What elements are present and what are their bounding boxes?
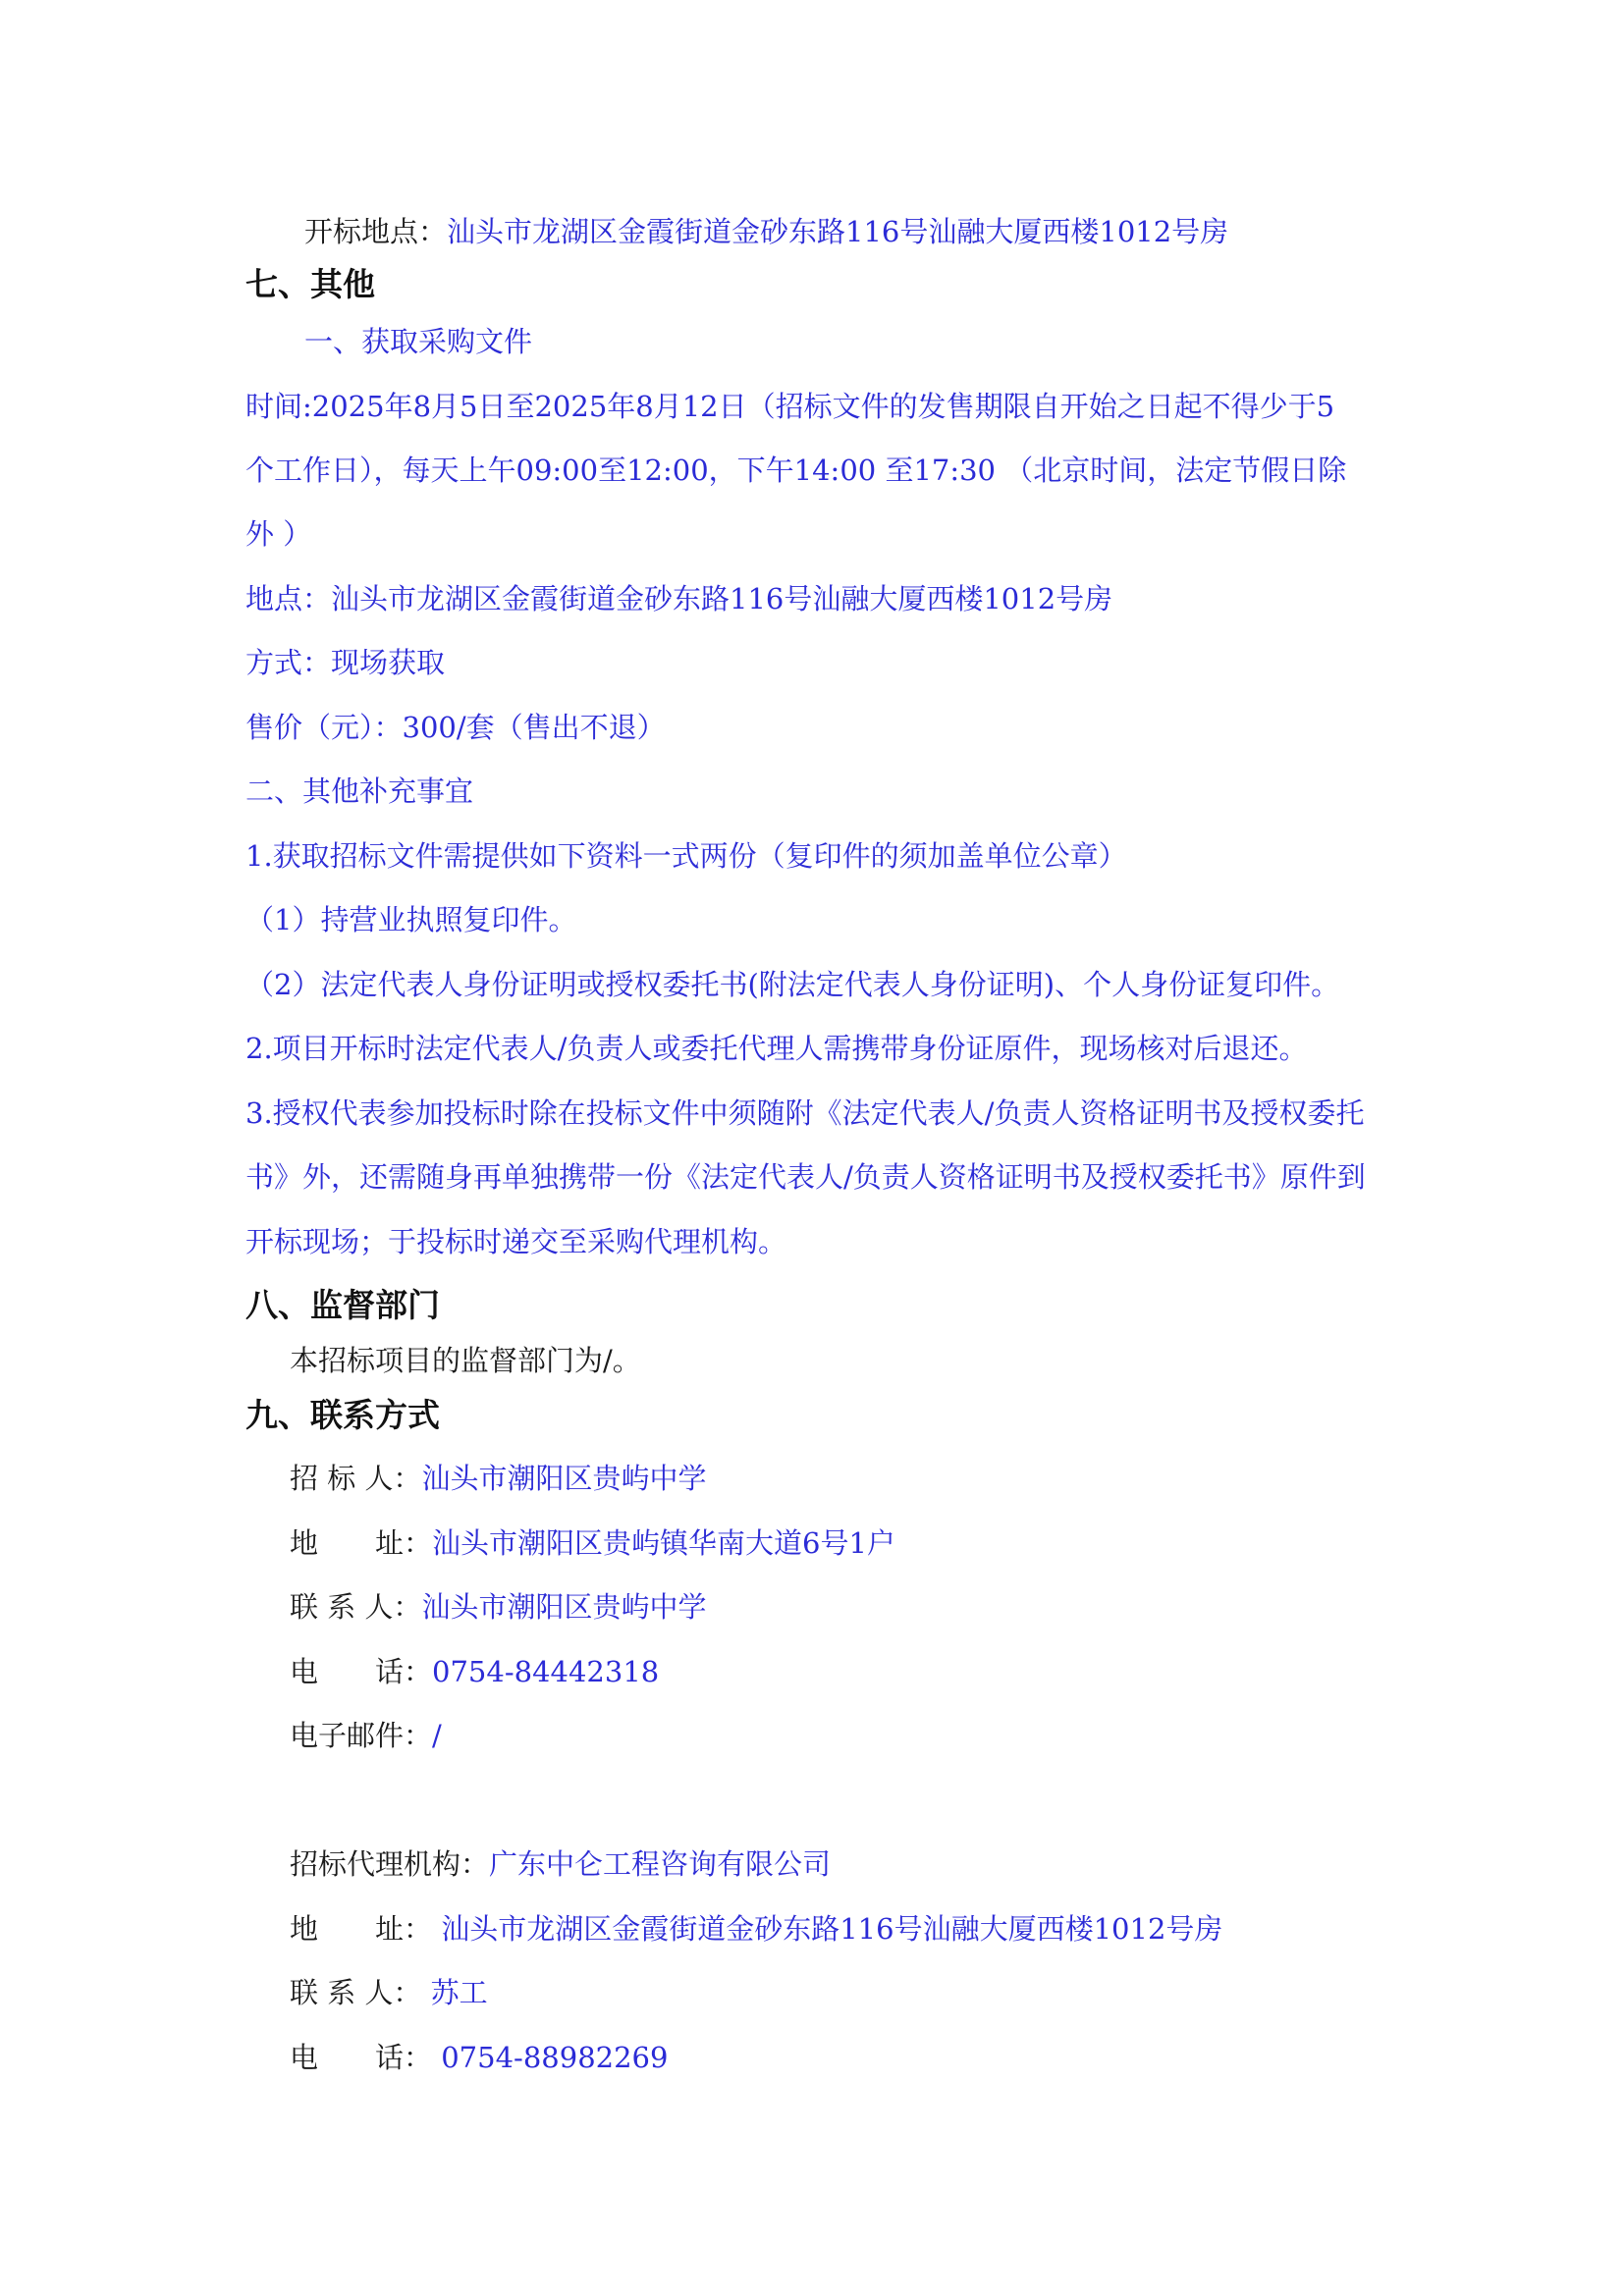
- agency-name-label: 招标代理机构：: [290, 1847, 490, 1881]
- tenderer-contact-value: 汕头市潮阳区贵屿中学: [421, 1590, 707, 1624]
- bid-opening-value: 汕头市龙湖区金霞街道金砂东路116号汕融大厦西楼1012号房: [447, 215, 1229, 248]
- tenderer-email-row: [290, 1716, 442, 1755]
- tenderer-phone-value: 0754-84442318: [432, 1655, 660, 1688]
- time-line-1: 时间:2025年8月5日至2025年8月12日（招标文件的发售期限自开始之日起不得少于5: [245, 390, 1335, 423]
- agency-name-value: 广东中仑工程咨询有限公司: [489, 1847, 832, 1881]
- bid-opening-line: [304, 212, 1228, 251]
- tenderer-email-value: /: [432, 1719, 442, 1752]
- section-8-heading: 八、监督部门: [245, 1286, 440, 1324]
- tenderer-name-label: 招 标 人：: [290, 1462, 422, 1495]
- tenderer-address-value: 汕头市潮阳区贵屿镇华南大道6号1户: [432, 1526, 895, 1560]
- bid-opening-label: 开标地点：: [304, 215, 448, 248]
- price-line: 售价（元）：300/套（售出不退）: [245, 711, 666, 744]
- supervision-text: 本招标项目的监督部门为/。: [290, 1344, 641, 1377]
- tenderer-address-label: 地 址：: [290, 1526, 433, 1560]
- agency-address-label: 地 址：: [290, 1912, 433, 1946]
- section-7-sub2-title: 二、其他补充事宜: [245, 774, 474, 808]
- supplement-item-3-line-2: 书》外，还需随身再单独携带一份《法定代表人/负责人资格证明书及授权委托书》原件到: [245, 1160, 1366, 1194]
- tenderer-contact-label: 联 系 人：: [290, 1590, 422, 1624]
- method-line: 方式：现场获取: [245, 646, 446, 679]
- tenderer-name-value: 汕头市潮阳区贵屿中学: [421, 1462, 707, 1495]
- agency-phone-value: 0754-88982269: [432, 2041, 669, 2074]
- supplement-item-1: 1.获取招标文件需提供如下资料一式两份（复印件的须加盖单位公章）: [245, 839, 1127, 873]
- agency-contact-row: [290, 1973, 488, 2012]
- supplement-item-2: 2.项目开标时法定代表人/负责人或委托代理人需携带身份证原件，现场核对后退还。: [245, 1032, 1308, 1065]
- supplement-item-1b: （2）法定代表人身份证明或授权委托书(附法定代表人身份证明)、个人身份证复印件。: [245, 968, 1340, 1001]
- place-line: 地点：汕头市龙湖区金霞街道金砂东路116号汕融大厦西楼1012号房: [245, 582, 1113, 615]
- section-7-heading: 七、其他: [245, 265, 375, 303]
- section-9-heading: 九、联系方式: [245, 1396, 440, 1434]
- agency-contact-label: 联 系 人：: [290, 1976, 422, 2009]
- agency-address-row: [290, 1909, 1222, 1949]
- agency-contact-value: 苏工: [421, 1976, 488, 2009]
- tenderer-contact-row: [290, 1587, 706, 1627]
- agency-phone-label: 电 话：: [290, 2041, 433, 2074]
- agency-name-row: [290, 1844, 831, 1884]
- tenderer-address-row: [290, 1523, 895, 1563]
- supplement-item-1a: （1）持营业执照复印件。: [245, 903, 577, 936]
- tenderer-phone-row: [290, 1652, 659, 1691]
- tenderer-phone-label: 电 话：: [290, 1655, 433, 1688]
- agency-address-value: 汕头市龙湖区金霞街道金砂东路116号汕融大厦西楼1012号房: [432, 1912, 1223, 1946]
- supplement-item-3-line-3: 开标现场；于投标时递交至采购代理机构。: [245, 1225, 787, 1258]
- section-7-sub1-title: 一、获取采购文件: [304, 325, 533, 358]
- agency-phone-row: [290, 2038, 668, 2077]
- tenderer-name-row: [290, 1459, 706, 1498]
- time-line-2: 个工作日），每天上午09:00至12:00，下午14:00 至17:30 （北京时间，法定节假日除: [245, 454, 1347, 487]
- supplement-item-3-line-1: 3.授权代表参加投标时除在投标文件中须随附《法定代表人/负责人资格证明书及授权委托: [245, 1096, 1365, 1130]
- time-line-3: 外 ）: [245, 517, 312, 551]
- tenderer-email-label: 电子邮件：: [290, 1719, 433, 1752]
